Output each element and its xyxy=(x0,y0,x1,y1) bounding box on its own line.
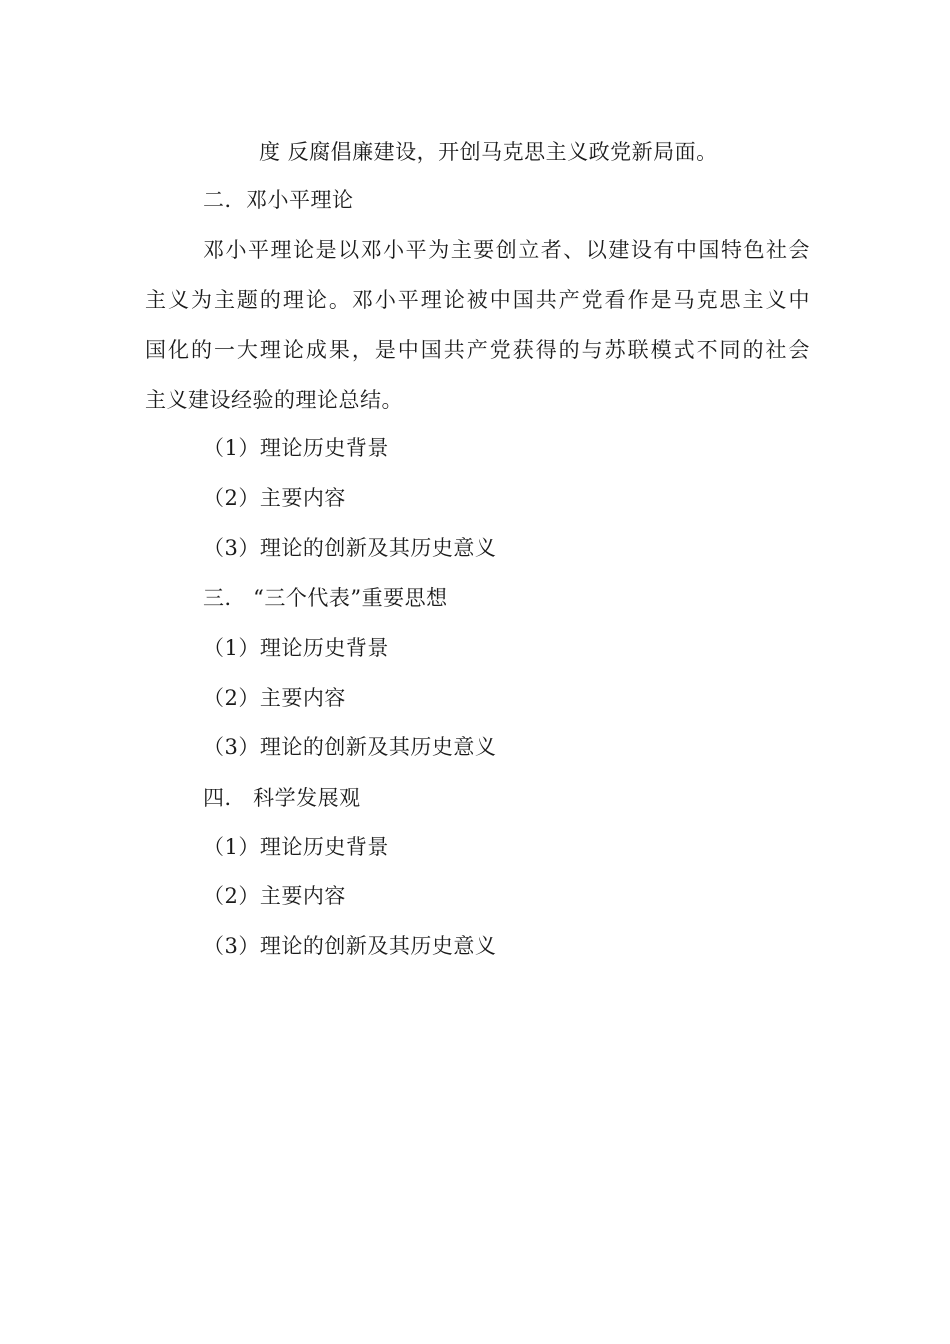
paragraph-line: 主义建设经验的理论总结。 xyxy=(145,388,403,412)
continuation-line: 度 反腐倡廉建设，开创马克思主义政党新局面。 xyxy=(259,140,718,164)
list-item: （2）主要内容 xyxy=(203,686,346,710)
list-item: （1）理论历史背景 xyxy=(203,636,389,660)
list-item: （3）理论的创新及其历史意义 xyxy=(203,934,497,958)
list-item: （2）主要内容 xyxy=(203,884,346,908)
paragraph-line: 邓小平理论是以邓小平为主要创立者、以建设有中国特色社会 xyxy=(203,238,810,262)
section-heading-deng-xiaoping-theory: 二．邓小平理论 xyxy=(203,188,354,212)
paragraph-line: 国化的一大理论成果，是中国共产党获得的与苏联模式不同的社会 xyxy=(145,338,810,362)
section-heading-three-represents: 三． “三个代表”重要思想 xyxy=(203,586,448,610)
paragraph-line: 主义为主题的理论。邓小平理论被中国共产党看作是马克思主义中 xyxy=(145,288,810,312)
list-item: （3）理论的创新及其历史意义 xyxy=(203,536,497,560)
list-item: （2）主要内容 xyxy=(203,486,346,510)
list-item: （3）理论的创新及其历史意义 xyxy=(203,735,497,759)
section-heading-scientific-outlook: 四． 科学发展观 xyxy=(203,786,361,810)
list-item: （1）理论历史背景 xyxy=(203,436,389,460)
list-item: （1）理论历史背景 xyxy=(203,835,389,859)
